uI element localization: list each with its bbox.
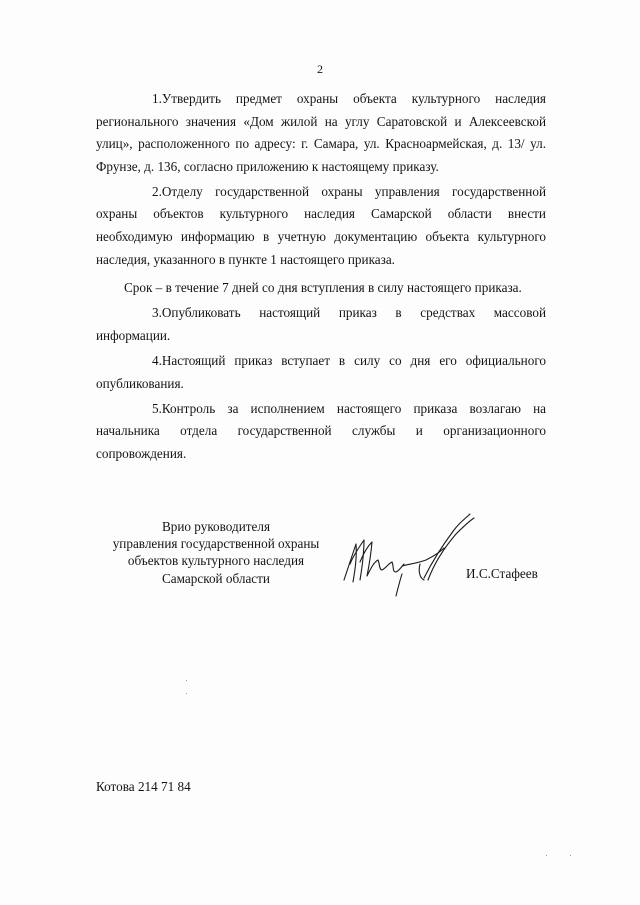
handwritten-signature <box>336 508 486 598</box>
signatory-title-line: Самарской области <box>162 570 270 586</box>
signatory-title-line: объектов культурного наследия <box>127 553 305 569</box>
signatory-title-line: управления государственной охраны <box>112 536 320 552</box>
item-number: 5. <box>152 400 162 416</box>
order-item <box>96 302 546 347</box>
executor-contact: Котова 214 71 84 <box>96 779 191 794</box>
deadline-note <box>96 277 546 300</box>
item-text: Срок – в течение 7 дней со дня вступления в силу настоящего приказа. <box>124 280 522 296</box>
order-item <box>96 88 546 178</box>
item-number: 4. <box>152 353 162 369</box>
order-item <box>96 181 546 271</box>
order-item <box>96 398 546 466</box>
item-number: 2. <box>152 183 162 199</box>
item-text: Утвердить предмет охраны объекта культурного наследия регионального значения «Дом жилой на углу Саратовской и Алексеевской улиц», расположенного по адресу: г. Самара, ул. Красноармейская, д. 13/ ул. Фрунзе, д. 136, согласно приложению к настоящему приказу. <box>96 91 546 174</box>
order-item <box>96 350 546 395</box>
order-body <box>96 88 546 468</box>
item-text: Контроль за исполнением настоящего приказа возлагаю на начальника отдела государственной службы и организационного сопровождения. <box>96 400 546 461</box>
signatory-title-line: Врио руководителя <box>161 519 271 534</box>
signatory-title <box>100 518 332 587</box>
item-text: Отделу государственной охраны управления государственной охраны объектов культурного наследия Самарской области внести необходимую информацию в учетную документацию объекта культурного наследия, указанного в пункте 1 настоящего приказа. <box>96 183 546 267</box>
page-number: 2 <box>317 62 323 76</box>
item-number: 3. <box>152 305 162 321</box>
signatory-name: И.С.Стафеев <box>466 566 538 581</box>
item-number: 1. <box>152 91 162 106</box>
item-text: Настоящий приказ вступает в силу со дня его официального опубликования. <box>96 353 546 391</box>
item-text: Опубликовать настоящий приказ в средствах массовой информации. <box>96 305 546 343</box>
